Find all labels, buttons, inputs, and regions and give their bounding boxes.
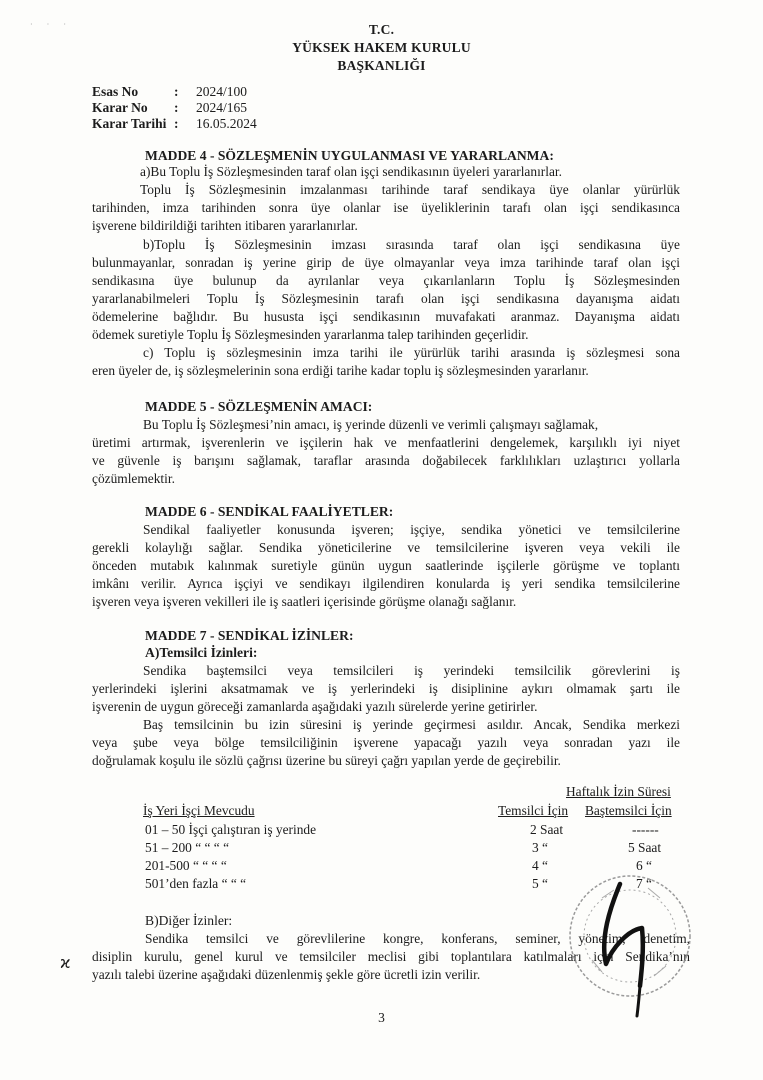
madde5-line: üretimi artırmak, işverenlerin ve işçilerin hak ve menfaatlerini dengelemek, karşılıklı iyi niyet xyxy=(92,435,680,450)
meta-karar-tarihi: Karar Tarihi : 16.05.2024 xyxy=(92,116,257,131)
madde6-line: imkânı verilir. Ayrıca işçiyi ve sendikayı ilgilendiren konularda iş yeri sendika temsilcilerine xyxy=(92,576,680,591)
table-cell-workers: 201-500 “ “ “ “ xyxy=(145,858,227,873)
page-number: 3 xyxy=(378,1010,385,1025)
madde7-line: işverenin de uygun göreceği zamanlarda aşağıdaki yazılı sürelerde yerine getirirler. xyxy=(92,699,538,714)
table-col-workers: İş Yeri İşçi Mevcudu xyxy=(143,803,255,818)
meta-karar: Karar No : 2024/165 xyxy=(92,100,248,115)
madde7-sub-b: B)Diğer İzinler: xyxy=(145,913,233,928)
madde7-line-b: disiplin kurulu, genel kurul ve temsilciler meclisi gibi toplantılara katılmaları için Sendika’nın xyxy=(92,949,690,964)
madde7-line: veya şube veya bölge temsilciliğinin işverene yapacağı yazılı veya sonradan yazı ile xyxy=(92,735,680,750)
madde4-line: a)Bu Toplu İş Sözleşmesinden taraf olan işçi sendikasının üyeleri yararlanırlar. xyxy=(140,164,562,179)
madde7-line: doğrulamak koşulu ile sözlü çağrısı üzerine bu süreyi çağrı yapılan yerde de geçirebilir. xyxy=(92,753,561,768)
table-col-representative: Temsilci İçin xyxy=(498,803,569,818)
header-line-institution: YÜKSEK HAKEM KURULU xyxy=(292,40,471,55)
table-cell-rep: 5 “ xyxy=(532,876,548,891)
madde6-line: önceden mutabık kalınmak suretiyle günün uygun saatlerinde işçilerle görüşme ve toplantı xyxy=(92,558,680,573)
table-cell-rep: 3 “ xyxy=(532,840,548,855)
margin-mark: ϰ xyxy=(60,953,71,972)
madde4-line: bulunmayanlar, sonradan iş yerine girip de üye olmayanlar veya imza tarihinde taraf olan işçi xyxy=(92,255,680,270)
madde4-line: işverene bildirildiği tarihten itibaren yararlanırlar. xyxy=(92,218,358,233)
madde6-title: MADDE 6 - SENDİKAL FAALİYETLER: xyxy=(145,504,394,519)
madde7-line: yerlerindeki işlerini aksatmamak ve iş yerlerindeki iş disiplinine aykırı olmamak şartı ile xyxy=(92,681,680,696)
table-col-chief-representative: Baştemsilci İçin xyxy=(585,803,672,818)
table-cell-rep: 2 Saat xyxy=(530,822,564,837)
madde5-line: ve güvenle iş barışını sağlamak, taraflar arasında doğabilecek farklılıkları uzlaştırıcı yollarla xyxy=(92,453,680,468)
madde4-line: tarihinden, imza tarihinden sonra üye olanlar ise üyeliklerinin tarafı olan işçi sendikasınca xyxy=(92,200,680,215)
madde5-line: Bu Toplu İş Sözleşmesi’nin amacı, iş yerinde düzenli ve verimli çalışmayı sağlamak, xyxy=(143,417,599,432)
table-cell-chief: ------ xyxy=(632,822,659,837)
madde7-sub-a: A)Temsilci İzinleri: xyxy=(145,645,258,660)
madde4-line: ödemek suretiyle Toplu İş Sözleşmesinden yararlanma talep tarihinden geçerlidir. xyxy=(92,327,529,342)
header-line-tc: T.C. xyxy=(368,22,395,37)
madde6-line: işveren veya işveren vekilleri ile iş saatleri içerisinde görüşme olanağı sağlanır. xyxy=(92,594,517,609)
table-group-header: Haftalık İzin Süresi xyxy=(566,784,671,799)
madde6-line: gerekli kolaylığı sağlar. Sendika yöneticilerine ve temsilcilerine işveren veya vekili ile xyxy=(92,540,680,555)
table-cell-chief: 6 “ xyxy=(636,858,652,873)
madde6-line: Sendikal faaliyetler konusunda işveren; işçiye, sendika yönetici ve temsilcilerine xyxy=(143,522,680,537)
madde4-line: sendikasına üye bulunup da ayrılanlar veya çıkarılanların Toplu İş Sözleşmesinden xyxy=(92,273,680,288)
scan-specks: · · · xyxy=(30,20,72,29)
madde4-line: b)Toplu İş Sözleşmesinin imzası sırasında taraf olan işçi sendikasına üye xyxy=(143,237,680,252)
madde4-line: Toplu İş Sözleşmesinin imzalanması tarihinde taraf sendikaya üye olanlar yürürlük xyxy=(140,182,680,197)
madde7-line: Baş temsilcinin bu izin süresini iş yerinde geçirmesi asıldır. Ancak, Sendika merkezi xyxy=(143,717,680,732)
madde5-title: MADDE 5 - SÖZLEŞMENİN AMACI: xyxy=(145,399,373,414)
table-cell-chief: 7 “ xyxy=(636,876,652,891)
official-stamp-seal xyxy=(562,868,702,1018)
table-cell-rep: 4 “ xyxy=(532,858,548,873)
madde5-line: çözümlemektir. xyxy=(92,471,175,486)
madde4-line: eren üyeler de, iş sözleşmelerinin sona erdiği tarihe kadar toplu iş sözleşmesinden yararlanır. xyxy=(92,363,589,378)
meta-esas: Esas No : 2024/100 xyxy=(92,84,248,99)
madde4-title: MADDE 4 - SÖZLEŞMENİN UYGULANMASI VE YARARLANMA: xyxy=(145,148,554,163)
header-line-presidency: BAŞKANLIĞI xyxy=(337,58,426,73)
madde7-title: MADDE 7 - SENDİKAL İZİNLER: xyxy=(145,628,354,643)
madde4-line: c) Toplu iş sözleşmesinin imza tarihi ile yürürlük tarihi arasında iş sözleşmesi sona xyxy=(143,345,680,360)
madde4-line: ödemelerine bağlıdır. Bu hususta işçi sendikasının muvafakati aranmaz. Dayanışma aidatı xyxy=(92,309,680,324)
table-cell-workers: 01 – 50 İşçi çalıştıran iş yerinde xyxy=(145,822,317,837)
table-cell-workers: 501’den fazla “ “ “ xyxy=(145,876,247,891)
table-cell-chief: 5 Saat xyxy=(628,840,662,855)
table-cell-workers: 51 – 200 “ “ “ “ xyxy=(145,840,230,855)
madde7-line-b: Sendika temsilci ve görevlilerine kongre, konferans, seminer, yönetim, denetim, xyxy=(145,931,690,946)
madde4-line: yararlanabilmeleri Toplu İş Sözleşmesinin tarafı olan işçi sendikasına dayanışma aidatı xyxy=(92,291,680,306)
madde7-line-b: yazılı talebi üzerine aşağıdaki düzenlenmiş şekle göre ücretli izin verilir. xyxy=(92,967,481,982)
madde7-line: Sendika baştemsilci veya temsilcileri iş yerindeki temsilcilik görevlerini iş xyxy=(143,663,680,678)
